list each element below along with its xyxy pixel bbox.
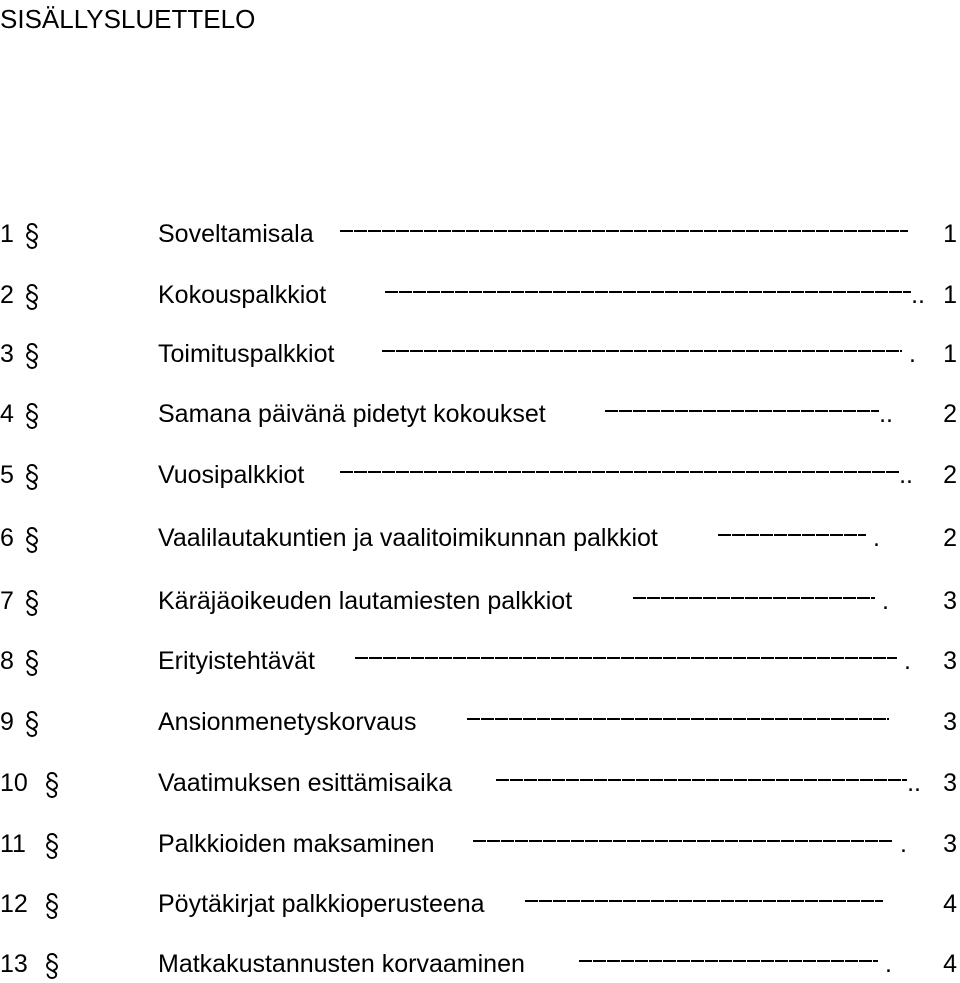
section-number: 12 (0, 890, 28, 918)
section-sign-icon (23, 284, 41, 310)
toc-entry-title: Soveltamisala (158, 220, 314, 248)
page-number: 1 (943, 340, 957, 368)
page-number: 3 (943, 587, 957, 615)
section-number: 10 (0, 769, 28, 797)
section-number: 8 (0, 647, 14, 675)
toc-row (0, 946, 960, 982)
toc-row (0, 336, 960, 372)
dot-leader (718, 520, 880, 556)
dot-leader (496, 765, 921, 801)
toc-row (0, 583, 960, 619)
toc-entry-title: Pöytäkirjat palkkioperusteena (158, 890, 485, 918)
toc-entry-title: Ansionmenetyskorvaus (158, 708, 417, 736)
section-sign-icon (23, 711, 41, 737)
toc-entry-title: Kokouspalkkiot (158, 281, 327, 309)
toc-entry-title: Käräjäoikeuden lautamiesten palkkiot (158, 587, 573, 615)
leader-end: . (900, 830, 907, 858)
dot-leader (467, 704, 903, 740)
section-number: 6 (0, 524, 14, 552)
toc-row (0, 886, 960, 922)
section-sign-icon (43, 772, 61, 798)
section-sign-icon (43, 833, 61, 859)
page-number: 2 (943, 461, 957, 489)
page-number: 2 (943, 400, 957, 428)
page-number: 2 (943, 524, 957, 552)
section-number: 4 (0, 400, 14, 428)
page-number: 3 (943, 647, 957, 675)
section-number: 7 (0, 587, 14, 615)
toc-row (0, 520, 960, 556)
section-sign-icon (43, 953, 61, 979)
section-sign-icon (23, 223, 41, 249)
toc-row (0, 643, 960, 679)
section-number: 3 (0, 340, 14, 368)
toc-entry-title: Vuosipalkkiot (158, 461, 305, 489)
toc-row (0, 826, 960, 862)
dot-leader (579, 946, 892, 982)
page-number: 3 (943, 708, 957, 736)
toc-entry-title: Samana päivänä pidetyt kokoukset (158, 400, 546, 428)
toc-entry-title: Matkakustannusten korvaaminen (158, 950, 525, 978)
dot-leader (385, 277, 925, 313)
page-number: 4 (943, 950, 957, 978)
toc-entry-title: Vaalilautakuntien ja vaalitoimikunnan palkkiot (158, 524, 658, 552)
section-sign-icon (23, 403, 41, 429)
section-sign-icon (23, 590, 41, 616)
leader-end: . (909, 340, 916, 368)
section-number: 13 (0, 950, 28, 978)
dot-leader (633, 583, 889, 619)
leader-end: .. (907, 769, 921, 797)
toc-row (0, 765, 960, 801)
leader-end: . (873, 524, 880, 552)
leader-end: . (885, 950, 892, 978)
toc-row (0, 277, 960, 313)
page-title: SISÄLLYSLUETTELO (0, 4, 256, 34)
section-number: 1 (0, 220, 14, 248)
dot-leader (605, 396, 893, 432)
page-number: 1 (943, 281, 957, 309)
leader-end: . (904, 647, 911, 675)
leader-end: .. (911, 281, 925, 309)
section-sign-icon (23, 343, 41, 369)
page-number: 3 (943, 830, 957, 858)
dot-leader (382, 336, 916, 372)
section-number: 9 (0, 708, 14, 736)
leader-end: . (882, 587, 889, 615)
section-number: 5 (0, 461, 14, 489)
toc-entry-title: Palkkioiden maksaminen (158, 830, 435, 858)
toc-entry-title: Vaatimuksen esittämisaika (158, 769, 453, 797)
dot-leader (355, 643, 911, 679)
section-sign-icon (23, 464, 41, 490)
dot-leader (340, 216, 922, 252)
page-number: 1 (943, 220, 957, 248)
toc-row (0, 457, 960, 493)
toc-row (0, 396, 960, 432)
toc-row (0, 704, 960, 740)
toc-entry-title: Toimituspalkkiot (158, 340, 335, 368)
section-number: 11 (0, 830, 26, 858)
toc-entry-title: Erityistehtävät (158, 647, 316, 675)
leader-end: .. (899, 461, 913, 489)
section-sign-icon (23, 650, 41, 676)
page-number: 4 (943, 890, 957, 918)
dot-leader (525, 886, 897, 922)
page-number: 3 (943, 769, 957, 797)
section-sign-icon (23, 527, 41, 553)
dot-leader (473, 826, 907, 862)
dot-leader (340, 457, 913, 493)
leader-end: .. (879, 400, 893, 428)
toc-row (0, 216, 960, 252)
section-sign-icon (43, 893, 61, 919)
section-number: 2 (0, 281, 14, 309)
